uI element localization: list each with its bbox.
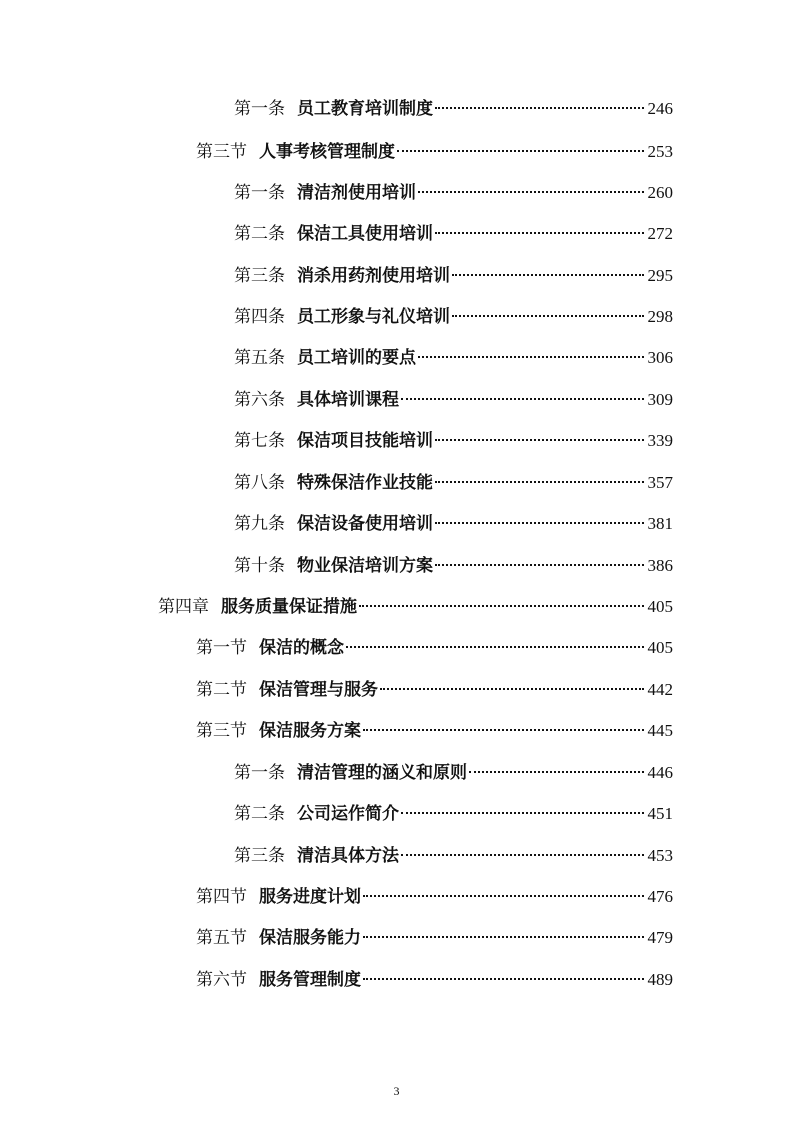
toc-entry-page: 442	[647, 680, 673, 699]
toc-entry-label: 第三节	[196, 721, 247, 741]
toc-entry-label: 第一条	[234, 763, 285, 783]
toc-entry-page: 339	[647, 431, 673, 450]
toc-entry-label: 第九条	[234, 514, 285, 534]
toc-dot-leader	[380, 688, 644, 690]
toc-dot-leader	[435, 481, 644, 483]
toc-entry-label: 第四节	[196, 887, 247, 907]
toc-entry-title: 物业保洁培训方案	[297, 556, 433, 576]
toc-entry-label: 第一节	[196, 638, 247, 658]
toc-entry-page: 405	[647, 597, 673, 616]
toc-entry[interactable]	[196, 140, 673, 164]
toc-entry-page: 479	[647, 928, 673, 947]
toc-entry-label: 第三条	[234, 266, 285, 286]
toc-entry[interactable]	[234, 264, 673, 288]
toc-dot-leader	[363, 978, 644, 980]
toc-entry-label: 第五条	[234, 348, 285, 368]
toc-dot-leader	[435, 232, 644, 234]
toc-entry-page: 309	[647, 390, 673, 409]
toc-dot-leader	[418, 356, 644, 358]
toc-entry-label: 第八条	[234, 473, 285, 493]
toc-entry-title: 员工形象与礼仪培训	[297, 307, 450, 327]
toc-entry-title: 员工培训的要点	[297, 348, 416, 368]
toc-entry-title: 保洁服务能力	[259, 928, 361, 948]
toc-dot-leader	[435, 107, 644, 109]
toc-entry[interactable]	[234, 305, 673, 329]
toc-entry[interactable]	[234, 222, 673, 246]
toc-entry[interactable]	[196, 885, 673, 909]
toc-dot-leader	[418, 191, 644, 193]
toc-entry-label: 第十条	[234, 556, 285, 576]
toc-entry[interactable]	[196, 968, 673, 992]
toc-dot-leader	[363, 895, 644, 897]
toc-entry-page: 386	[647, 556, 673, 575]
toc-entry-label: 第二条	[234, 224, 285, 244]
toc-entry[interactable]	[234, 388, 673, 412]
toc-entry-title: 清洁剂使用培训	[297, 183, 416, 203]
toc-entry-title: 保洁服务方案	[259, 721, 361, 741]
toc-entry-page: 453	[647, 846, 673, 865]
toc-entry-page: 451	[647, 804, 673, 823]
toc-entry-page: 489	[647, 970, 673, 989]
toc-entry-page: 405	[647, 638, 673, 657]
toc-entry[interactable]	[158, 595, 673, 619]
toc-entry[interactable]	[234, 97, 673, 121]
toc-entry-title: 服务进度计划	[259, 887, 361, 907]
toc-entry-page: 272	[647, 224, 673, 243]
toc-entry-page: 445	[647, 721, 673, 740]
toc-entry[interactable]	[196, 926, 673, 950]
toc-dot-leader	[401, 854, 644, 856]
toc-entry-title: 清洁具体方法	[297, 846, 399, 866]
toc-entry-label: 第二条	[234, 804, 285, 824]
toc-entry[interactable]	[196, 678, 673, 702]
toc-entry-label: 第四章	[158, 597, 209, 617]
toc-dot-leader	[401, 812, 644, 814]
toc-dot-leader	[363, 729, 644, 731]
toc-dot-leader	[401, 398, 644, 400]
toc-entry-title: 消杀用药剂使用培训	[297, 266, 450, 286]
toc-entry-title: 保洁的概念	[259, 638, 344, 658]
toc-entry-label: 第一条	[234, 183, 285, 203]
toc-dot-leader	[435, 439, 644, 441]
toc-entry-label: 第六节	[196, 970, 247, 990]
toc-entry-label: 第四条	[234, 307, 285, 327]
toc-dot-leader	[469, 771, 644, 773]
toc-entry-page: 476	[647, 887, 673, 906]
toc-dot-leader	[363, 936, 644, 938]
toc-entry-page: 306	[647, 348, 673, 367]
toc-entry[interactable]	[196, 636, 673, 660]
toc-entry-page: 446	[647, 763, 673, 782]
toc-dot-leader	[452, 274, 644, 276]
toc-entry-page: 260	[647, 183, 673, 202]
toc-entry[interactable]	[196, 719, 673, 743]
toc-entry-title: 公司运作简介	[297, 804, 399, 824]
toc-dot-leader	[359, 605, 644, 607]
toc-dot-leader	[397, 150, 644, 152]
toc-entry[interactable]	[234, 512, 673, 536]
toc-entry-page: 357	[647, 473, 673, 492]
toc-entry-label: 第三节	[196, 142, 247, 162]
toc-entry-title: 具体培训课程	[297, 390, 399, 410]
toc-entry[interactable]	[234, 802, 673, 826]
page-number: 3	[393, 1084, 400, 1098]
toc-entry-title: 服务管理制度	[259, 970, 361, 990]
toc-entry-title: 员工教育培训制度	[297, 99, 433, 119]
toc-entry-label: 第七条	[234, 431, 285, 451]
toc-entry-title: 人事考核管理制度	[259, 142, 395, 162]
toc-entry-label: 第一条	[234, 99, 285, 119]
toc-entry-page: 295	[647, 266, 673, 285]
toc-entry-page: 246	[647, 99, 673, 118]
toc-entry-page: 298	[647, 307, 673, 326]
toc-entry-label: 第六条	[234, 390, 285, 410]
toc-dot-leader	[435, 564, 644, 566]
toc-entry-label: 第三条	[234, 846, 285, 866]
toc-entry[interactable]	[234, 471, 673, 495]
toc-dot-leader	[435, 522, 644, 524]
toc-entry-label: 第五节	[196, 928, 247, 948]
toc-entry[interactable]	[234, 181, 673, 205]
toc-entry-page: 253	[647, 142, 673, 161]
toc-entry[interactable]	[234, 346, 673, 370]
toc-entry-title: 保洁工具使用培训	[297, 224, 433, 244]
toc-entry[interactable]	[234, 761, 673, 785]
toc-entry-title: 保洁项目技能培训	[297, 431, 433, 451]
toc-entry[interactable]	[234, 844, 673, 868]
toc-entry-title: 保洁管理与服务	[259, 680, 378, 700]
toc-entry-page: 381	[647, 514, 673, 533]
toc-entry-title: 服务质量保证措施	[221, 597, 357, 617]
toc-entry-title: 清洁管理的涵义和原则	[297, 763, 467, 783]
toc-entry-label: 第二节	[196, 680, 247, 700]
toc-dot-leader	[346, 646, 644, 648]
toc-dot-leader	[452, 315, 644, 317]
toc-entry[interactable]	[234, 429, 673, 453]
toc-entry[interactable]	[234, 554, 673, 578]
toc-entry-title: 特殊保洁作业技能	[297, 473, 433, 493]
toc-entry-title: 保洁设备使用培训	[297, 514, 433, 534]
